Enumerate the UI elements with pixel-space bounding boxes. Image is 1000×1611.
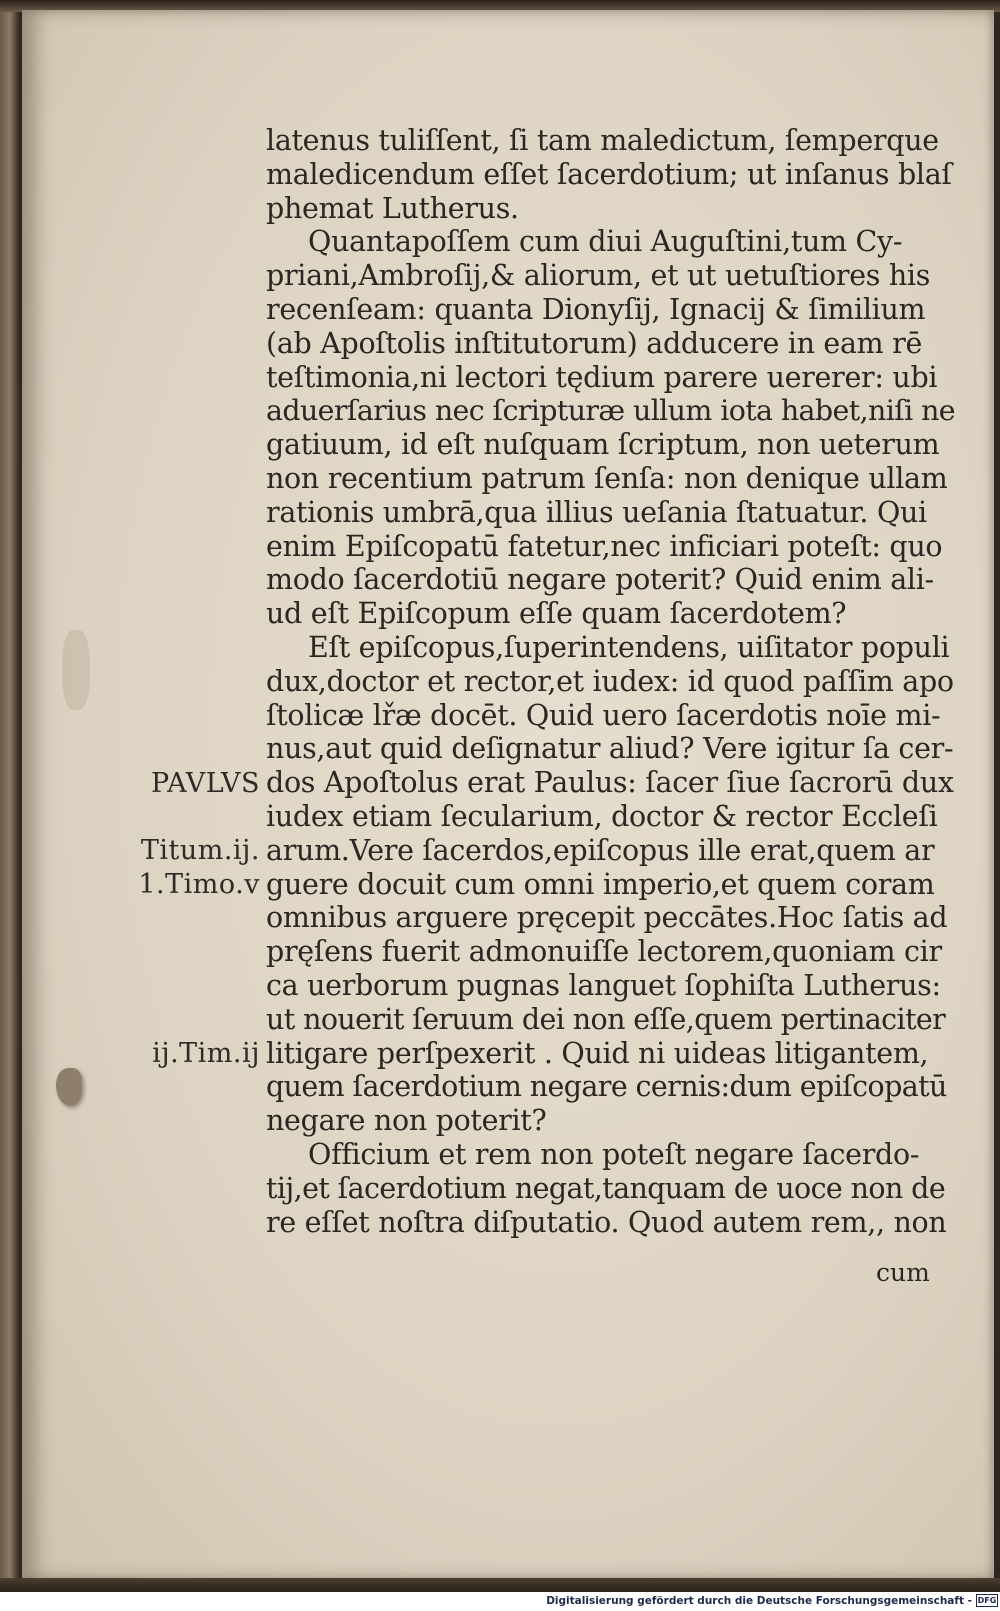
text-line: guere docuit cum omni imperio,et quem coram xyxy=(266,867,935,901)
catchword: cum xyxy=(876,1258,930,1287)
text-line: tij,et ſacerdotium negat,tanquam de uoce non de xyxy=(266,1171,946,1205)
text-line: dux,doctor et rector,et iudex: id quod paſſim apo xyxy=(266,664,954,698)
footer-credit: Digitalisierung gefördert durch die Deutsche Forschungsgemeinschaft - xyxy=(546,1595,972,1607)
ink-stain xyxy=(62,630,90,710)
text-line: aduerſarius nec ſcripturæ ullum iota habet,niſi ne xyxy=(266,394,956,428)
text-line: arum.Vere ſacerdos,epiſcopus ille erat,quem ar xyxy=(266,833,935,867)
text-line: negare non poterit? xyxy=(266,1104,547,1138)
text-line: Officium et rem non poteſt negare ſacerdo- xyxy=(308,1137,920,1171)
text-line: quem ſacerdotium negare cernis:dum epiſcopatū xyxy=(266,1070,947,1104)
text-line: litigare perſpexerit . Quid ni uideas litigantem, xyxy=(266,1036,929,1070)
text-line: ſtolicæ lřæ docēt. Quid uero ſacerdotis noīe mi- xyxy=(266,698,941,732)
text-line: omnibus arguere pręcepit peccātes.Hoc ſatis ad xyxy=(266,901,948,935)
text-line: enim Epiſcopatū fatetur,nec inficiari poteſt: quo xyxy=(266,529,943,563)
text-line: latenus tuliſſent, ſi tam maledictum, ſemperque xyxy=(266,124,939,157)
text-line: dos Apoſtolus erat Paulus: ſacer ſiue ſacrorū dux xyxy=(266,766,954,800)
text-line: phemat Lutherus. xyxy=(266,191,519,225)
text-line: iudex etiam ſecularium, doctor & rector Eccleſi xyxy=(266,799,938,833)
text-line: rationis umbrā,qua illius ueſania ſtatuatur. Qui xyxy=(266,495,927,529)
text-line: teſtimonia,ni lectori tędium parere uererer: ubi xyxy=(266,360,938,394)
text-line: nus,aut quid deſignatur aliud? Vere igitur ſa cer- xyxy=(266,732,954,766)
text-line: (ab Apoſtolis inſtitutorum) adducere in eam rē xyxy=(266,326,923,360)
margin-note-titum: Titum.ij. xyxy=(140,835,260,866)
text-line: non recentium patrum ſenſa: non denique ullam xyxy=(266,461,948,495)
text-line: recenſeam: quanta Dionyſij, Ignacij & ſimilium xyxy=(266,292,926,326)
text-line: maledicendum eſſet ſacerdotium; ut inſanus blaſ xyxy=(266,157,952,191)
text-line: priani,Ambroſij,& aliorum, et ut uetuſtiores his xyxy=(266,259,931,293)
text-line: ca uerborum pugnas languet ſophiſta Lutherus: xyxy=(266,968,941,1002)
body-text xyxy=(266,124,956,1239)
text-line: re eſſet noſtra diſputatio. Quod autem rem,, non xyxy=(266,1205,947,1239)
margin-note-paulus: PAVLVS xyxy=(150,768,260,799)
text-line: Quantapoſſem cum diui Auguſtini,tum Cy- xyxy=(308,225,903,259)
text-line: gatiuum, id eſt nuſquam ſcriptum, non ueterum xyxy=(266,428,940,462)
text-line: ut nouerit ſeruum dei non eſſe,quem pertinaciter xyxy=(266,1002,946,1036)
dfg-logo: DFG xyxy=(977,1596,997,1605)
text-line: ud eſt Epiſcopum eſſe quam ſacerdotem? xyxy=(266,597,847,631)
margin-note-timo: 1.Timo.v xyxy=(138,869,260,900)
text-line: pręſens fuerit admonuiſſe lectorem,quoniam cir xyxy=(266,935,942,969)
book-bottom-edge xyxy=(0,1578,1000,1592)
paper-tear xyxy=(56,1068,82,1106)
text-line: modo ſacerdotiū negare poterit? Quid enim ali- xyxy=(266,563,934,597)
margin-note-tim: ij.Tim.ij xyxy=(152,1038,260,1069)
text-line: Eſt epiſcopus,ſuperintendens, uiſitator populi xyxy=(308,630,950,664)
